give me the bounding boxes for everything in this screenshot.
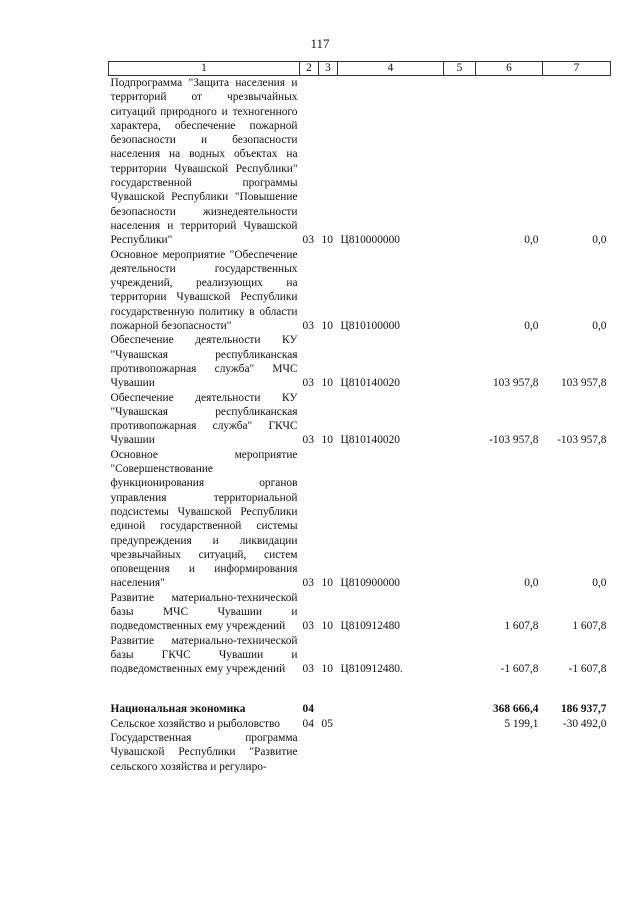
table-row [109, 731, 611, 774]
row-csr: Ц810140020 [340, 434, 400, 447]
spacer-row [109, 676, 611, 702]
row-name: Государственная программа Чувашской Республики "Развитие сельского хозяйства и регулиро- [110, 732, 298, 773]
row-vr [444, 591, 476, 634]
budget-table [108, 61, 611, 774]
row-sum2: 0,0 [592, 234, 607, 247]
row-rz: 03 [302, 320, 314, 333]
row-csr: Ц810912480 [340, 620, 400, 633]
row-rz: 04 [302, 703, 314, 716]
row-vr [444, 702, 476, 716]
row-sum2 [543, 731, 611, 774]
col-header-name: 1 [109, 62, 300, 76]
table-row [109, 448, 611, 591]
row-sum1: 103 957,8 [492, 377, 539, 390]
row-sum2: -30 492,0 [562, 717, 607, 730]
table-row [109, 76, 611, 248]
row-sum2: 0,0 [592, 320, 607, 333]
row-rz: 03 [302, 234, 314, 247]
table-row [109, 702, 611, 716]
row-sum1: 0,0 [524, 234, 539, 247]
row-sum2: -103 957,8 [557, 434, 607, 447]
row-sum1: 1 607,8 [504, 620, 539, 633]
row-pr: 10 [321, 377, 333, 390]
row-rz [300, 731, 319, 774]
row-csr: Ц810000000 [340, 234, 400, 247]
row-vr [444, 634, 476, 677]
row-name: Обеспечение деятельности КУ "Чувашская республиканская противопожарная служба" МЧС Чувашии [110, 334, 298, 390]
table-row [109, 717, 611, 731]
row-csr: Ц810900000 [340, 577, 400, 590]
table-row [109, 634, 611, 677]
table-row [109, 248, 611, 334]
row-sum1: 368 666,4 [492, 703, 539, 716]
row-name: Основное мероприятие "Обеспечение деятельности государственных учреждений, реализующих на территории Чувашской Республики государственную политику в области пожарной безопасности" [110, 248, 298, 333]
row-pr: 05 [321, 717, 333, 730]
row-vr [444, 717, 476, 731]
row-pr: 10 [321, 320, 333, 333]
row-vr [444, 76, 476, 248]
row-name: Сельское хозяйство и рыболовство [110, 717, 280, 730]
row-vr [444, 731, 476, 774]
row-csr: Ц810912480. [340, 663, 403, 676]
row-csr [338, 717, 444, 731]
row-csr [338, 731, 444, 774]
col-header-pr: 3 [319, 62, 338, 76]
row-rz: 03 [302, 663, 314, 676]
row-csr: Ц810140020 [340, 377, 400, 390]
row-pr: 10 [321, 434, 333, 447]
row-rz: 03 [302, 620, 314, 633]
table-row [109, 591, 611, 634]
row-rz: 03 [302, 434, 314, 447]
row-pr: 10 [321, 577, 333, 590]
row-sum1: -1 607,8 [500, 663, 539, 676]
col-header-sum2: 7 [543, 62, 611, 76]
row-sum2: 186 937,7 [560, 703, 607, 716]
row-name: Национальная экономика [110, 703, 246, 716]
col-header-sum1: 6 [476, 62, 543, 76]
row-sum1: 5 199,1 [504, 717, 539, 730]
row-sum1: 0,0 [524, 577, 539, 590]
row-sum2: -1 607,8 [568, 663, 607, 676]
row-vr [444, 448, 476, 591]
row-sum2: 0,0 [592, 577, 607, 590]
row-csr [338, 702, 444, 716]
row-pr [319, 731, 338, 774]
page-number: 117 [310, 36, 330, 51]
row-vr [444, 391, 476, 448]
row-rz: 04 [302, 717, 314, 730]
row-rz: 03 [302, 577, 314, 590]
row-csr: Ц810100000 [340, 320, 400, 333]
row-pr: 10 [321, 234, 333, 247]
row-pr: 10 [321, 620, 333, 633]
row-name: Основное мероприятие "Совершенствование функционирования органов управления территориальной подсистемы Чувашской Республики единой государственной системы предупреждения и ликвидации чрезвычайных ситуаций, систем оповещения и информирования населения" [110, 448, 298, 590]
row-vr [444, 333, 476, 390]
col-header-vr: 5 [444, 62, 476, 76]
row-pr [319, 702, 338, 716]
table-row [109, 391, 611, 448]
row-sum1: 0,0 [524, 320, 539, 333]
table-row [109, 333, 611, 390]
row-name: Развитие материально-технической базы ГКЧС Чувашии и подведомственных ему учреждений [110, 634, 298, 676]
row-sum2: 103 957,8 [560, 377, 607, 390]
col-header-csr: 4 [338, 62, 444, 76]
row-rz: 03 [302, 377, 314, 390]
row-name: Развитие материально-технической базы МЧС Чувашии и подведомственных ему учреждений [110, 591, 298, 633]
col-header-rz: 2 [300, 62, 319, 76]
row-name: Подпрограмма "Защита населения и территорий от чрезвычайных ситуаций природного и техногенного характера, обеспечение пожарной безопасности и безопасности населения на водных объектах на территории Чувашской Республики" государственной программы Чувашской Республики "Повышение безопасности жизнедеятельности населения и территорий Чувашской Республики" [110, 77, 298, 247]
row-sum1 [476, 731, 543, 774]
row-name: Обеспечение деятельности КУ "Чувашская республиканская противопожарная служба" ГКЧС Чувашии [110, 391, 298, 447]
table-header-row [109, 62, 611, 76]
row-vr [444, 248, 476, 334]
row-pr: 10 [321, 663, 333, 676]
row-sum2: 1 607,8 [572, 620, 607, 633]
row-sum1: -103 957,8 [489, 434, 539, 447]
